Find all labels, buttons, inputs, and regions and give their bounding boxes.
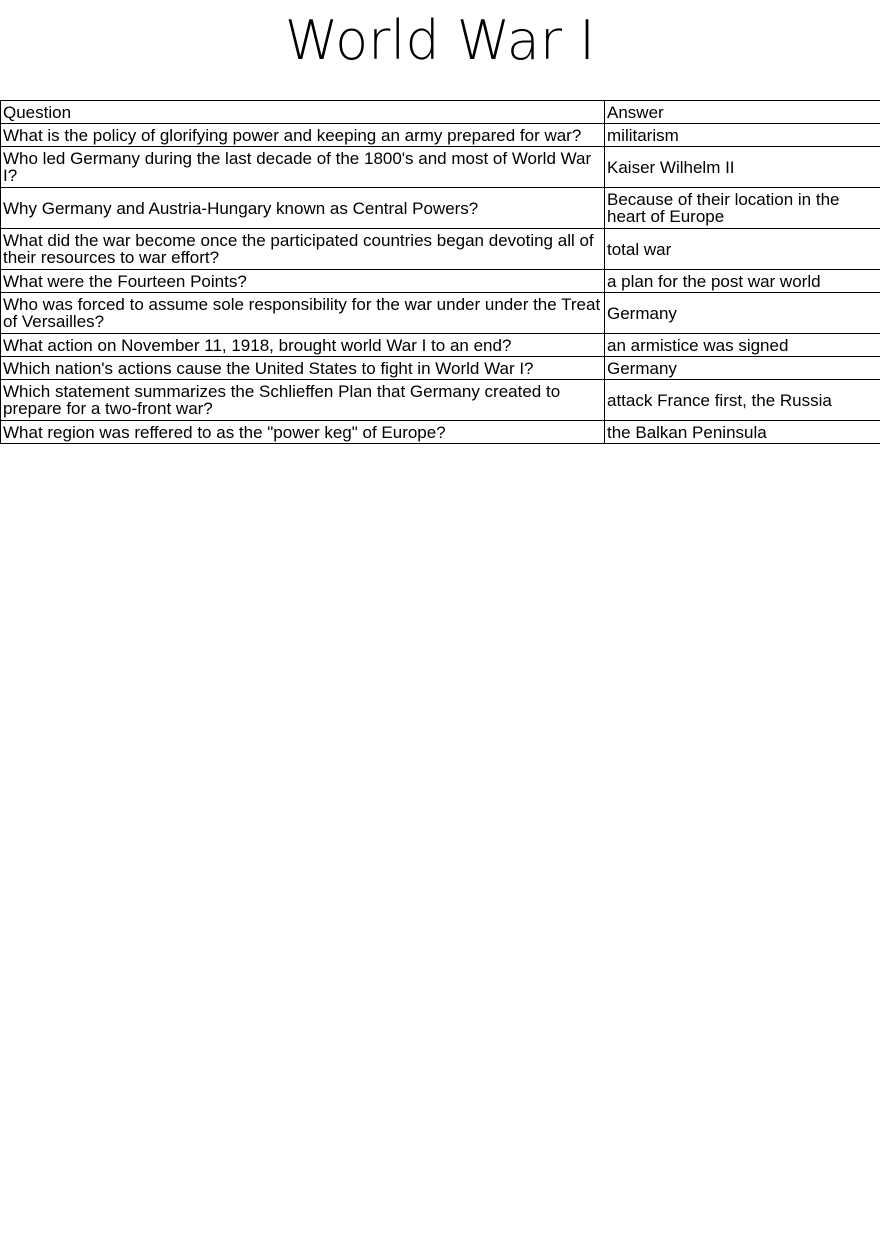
table-row [1,229,880,270]
table-row [1,293,880,334]
answer-cell: total war [605,229,880,270]
table-row [1,357,880,380]
page-title: World War I [284,9,596,72]
question-answer-table [0,100,880,444]
question-cell: What action on November 11, 1918, brought world War I to an end? [1,334,605,357]
answer-cell: attack France first, the Russia [605,380,880,421]
question-cell: What region was reffered to as the "power keg" of Europe? [1,421,605,444]
question-cell: Which statement summarizes the Schlieffen Plan that Germany created to prepare for a two-front war? [1,380,605,421]
answer-cell: a plan for the post war world [605,270,880,293]
question-cell: Who was forced to assume sole responsibility for the war under under the Treat of Versailles? [1,293,605,334]
question-cell: What is the policy of glorifying power and keeping an army prepared for war? [1,124,605,147]
question-cell: Why Germany and Austria-Hungary known as Central Powers? [1,188,605,229]
answer-cell: the Balkan Peninsula [605,421,880,444]
answer-cell: Kaiser Wilhelm II [605,147,880,188]
answer-cell: Germany [605,293,880,334]
answer-cell: militarism [605,124,880,147]
answer-column-header: Answer [605,101,880,124]
answer-cell: an armistice was signed [605,334,880,357]
question-cell: What did the war become once the participated countries began devoting all of their resources to war effort? [1,229,605,270]
table-row [1,147,880,188]
table-row [1,421,880,444]
question-column-header: Question [1,101,605,124]
table-header-row [1,101,880,124]
table-row [1,270,880,293]
question-cell: Who led Germany during the last decade of the 1800's and most of World War I? [1,147,605,188]
table-row [1,380,880,421]
question-cell: What were the Fourteen Points? [1,270,605,293]
answer-cell: Germany [605,357,880,380]
table-row [1,334,880,357]
question-cell: Which nation's actions cause the United States to fight in World War I? [1,357,605,380]
answer-cell: Because of their location in the heart of Europe [605,188,880,229]
table-row [1,188,880,229]
table-row [1,124,880,147]
